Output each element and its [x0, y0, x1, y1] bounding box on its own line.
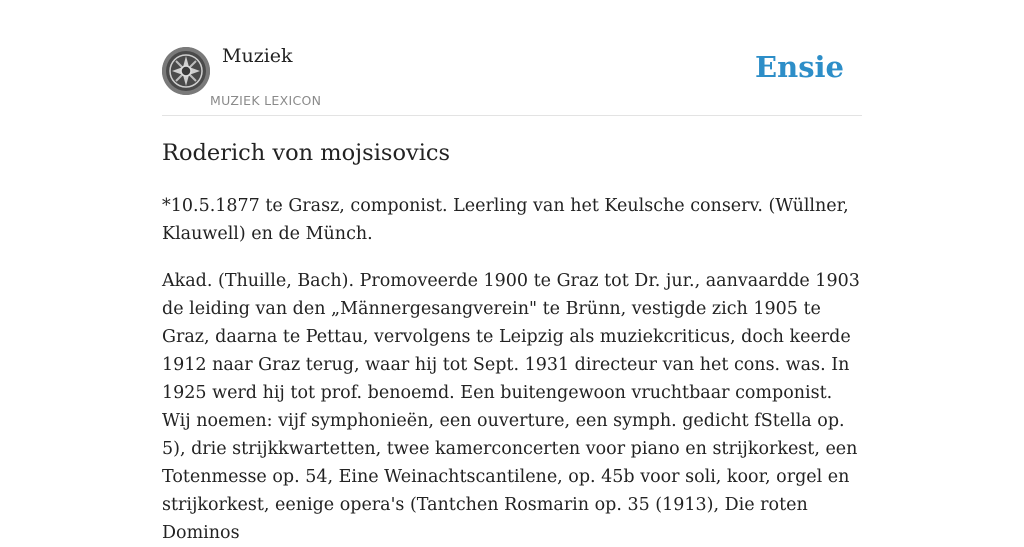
article-paragraph: Akad. (Thuille, Bach). Promoveerde 1900 te Graz tot Dr. jur., aanvaardde 1903 de leiding van den „Männergesangverein" te Brünn, vestigde zich 1905 te Graz, daarna te Pettau, vervolgens te Leipzig als muziekcriticus, doch keerde 1912 naar Graz terug, waar hij tot Sept. 1931 directeur van het cons. was. In 1925 werd hij tot prof. benoemd. Een buitengewoon vruchtbaar componist. Wij noemen: vijf symphonieën, een ouverture, een symph. gedicht fStella op. 5), drie strijkkwartetten, twee kamerconcerten voor piano en strijkorkest, een Totenmesse op. 54, Eine Weinachtscantilene, op. 45b voor soli, koor, orgel en strijkorkest, eenige opera's (Tantchen Rosmarin op. 35 (1913), Die roten Dominos [162, 271, 860, 543]
category-avatar[interactable] [162, 47, 210, 95]
content-column [162, 0, 862, 543]
brand-logo-link[interactable]: Ensie [755, 50, 844, 84]
music-emblem-icon [162, 47, 210, 95]
article-paragraph: *10.5.1877 te Grasz, componist. Leerling van het Keulsche conserv. (Wüllner, Klauwell) en de Münch. [162, 196, 849, 244]
header [162, 0, 862, 116]
article-title: Roderich von mojsisovics [162, 140, 451, 166]
category-title[interactable]: Muziek [222, 45, 293, 67]
category-subtitle: MUZIEK LEXICON [210, 93, 322, 108]
